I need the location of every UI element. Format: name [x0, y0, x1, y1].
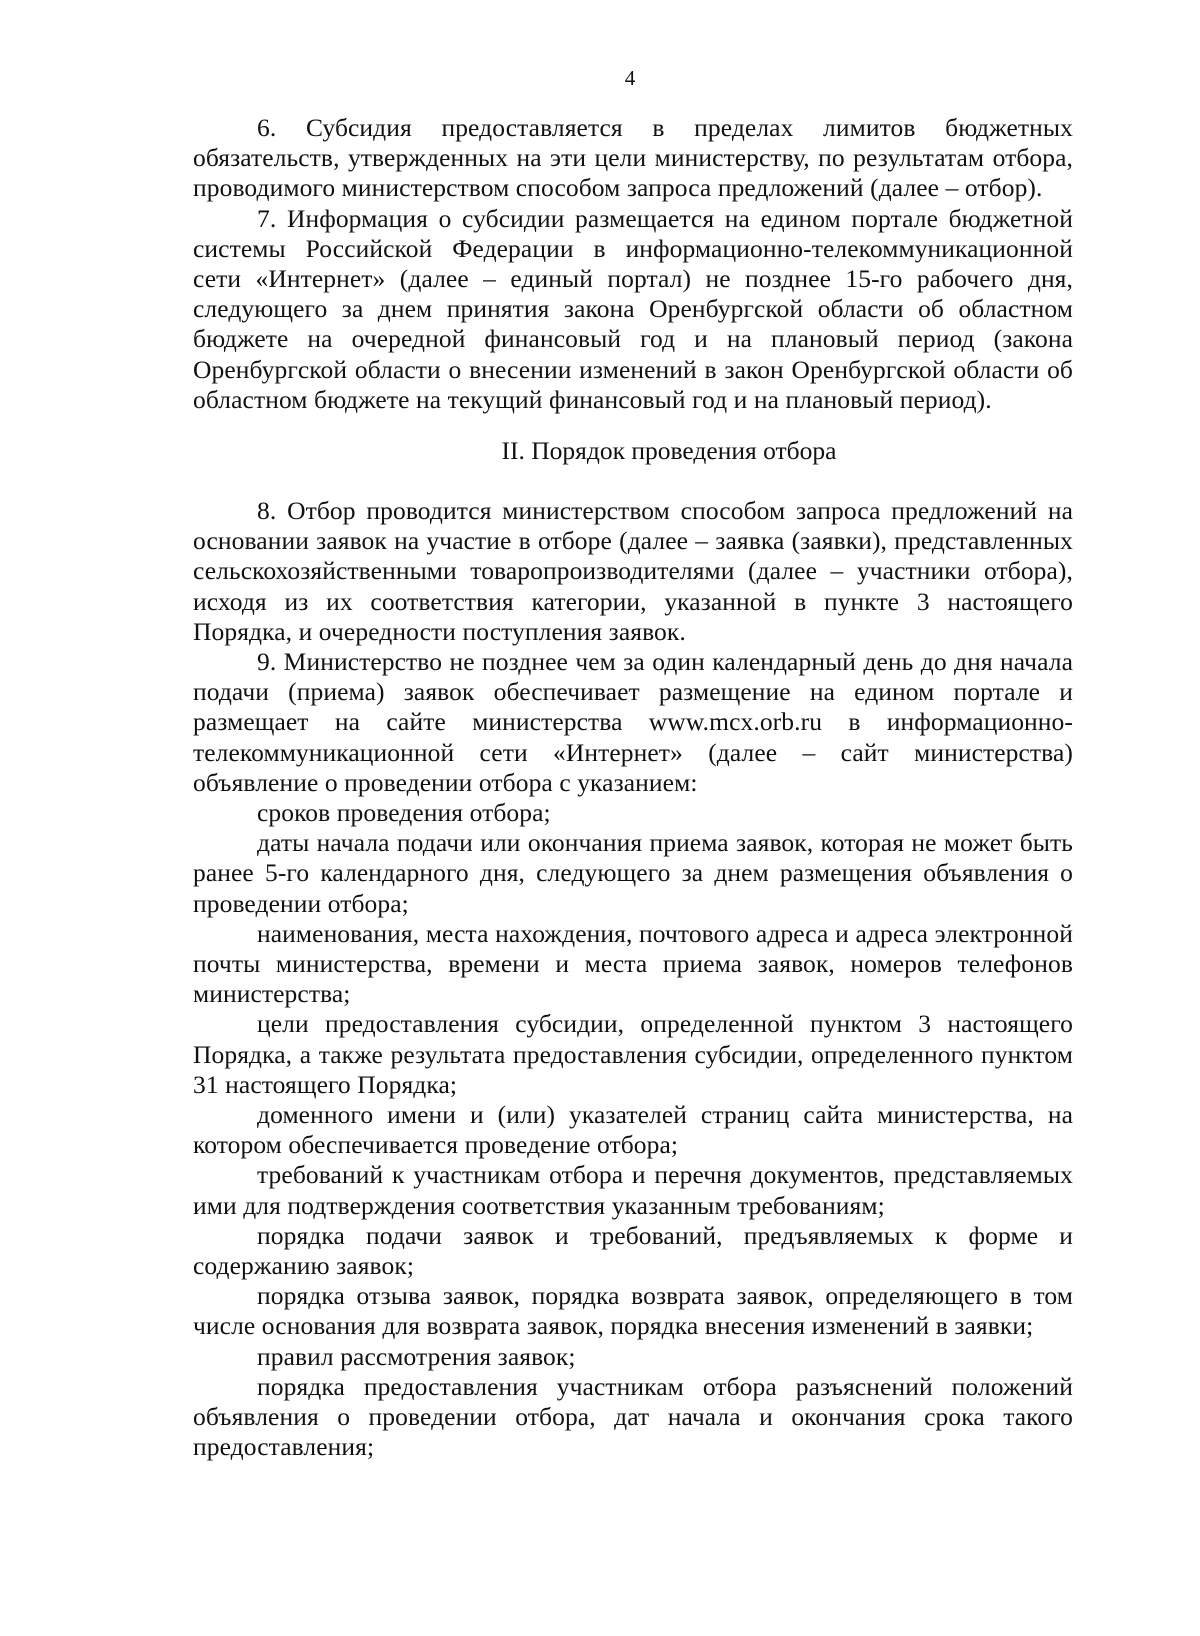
section-heading [193, 436, 1073, 466]
top-text-block [193, 113, 1073, 415]
list-item: порядка предоставления участникам отбора разъяснений положений объявления о проведении отбора, дат начала и окончания срока такого предоставления; [193, 1371, 1073, 1462]
section-text-block [193, 496, 1073, 1463]
list-item: порядка отзыва заявок, порядка возврата заявок, определяющего в том числе основания для возврата заявок, порядка внесения изменений в заявки; [193, 1281, 1073, 1341]
list-item: порядка подачи заявок и требований, предъявляемых к форме и содержанию заявок; [193, 1220, 1073, 1281]
paragraph-9: 9. Министерство не позднее чем за один календарный день до дня начала подачи (приема) заявок обеспечивает размещение на едином портале и размещает на сайте министерства www.mcx.orb.ru в информационно-телекоммуникационной сети «Интернет» (далее – сайт министерства) объявление о проведении отбора с указанием: [193, 647, 1073, 797]
list-item: доменного имени и (или) указателей страниц сайта министерства, на котором обеспечивается проведение отбора; [193, 1100, 1073, 1160]
list-item: требований к участникам отбора и перечня документов, представляемых ими для подтверждения соответствия указанным требованиям; [193, 1160, 1073, 1220]
list-item: сроков проведения отбора; [257, 798, 551, 828]
section-heading-text: II. Порядок проведения отбора [501, 436, 837, 465]
paragraph-8: 8. Отбор проводится министерством способом запроса предложений на основании заявок на участие в отборе (далее – заявка (заявки), представленных сельскохозяйственными товаропроизводителями (далее – участники отбора), исходя из их соответствия категории, указанной в пункте 3 настоящего Порядка, и очередности поступления заявок. [193, 496, 1073, 646]
page-number: 4 [624, 66, 636, 90]
list-item: наименования, места нахождения, почтового адреса и адреса электронной почты министерства, времени и места приема заявок, номеров телефонов министерства; [193, 918, 1073, 1009]
list-item: правил рассмотрения заявок; [257, 1341, 576, 1371]
paragraph-7: 7. Информация о субсидии размещается на едином портале бюджетной системы Российской Федерации в информационно-телекоммуникационной сети «Интернет» (далее – единый портал) не позднее 15-го рабочего дня, следующего за днем принятия закона Оренбургской области об областном бюджете на очередной финансовый год и на плановый период (закона Оренбургской области о внесении изменений в закон Оренбургской области об областном бюджете на текущий финансовый год и на плановый период). [193, 203, 1073, 414]
list-item: цели предоставления субсидии, определенной пунктом 3 настоящего Порядка, а также результата предоставления субсидии, определенного пунктом 31 настоящего Порядка; [193, 1009, 1073, 1099]
paragraph-6: 6. Субсидия предоставляется в пределах лимитов бюджетных обязательств, утвержденных на эти цели министерству, по результатам отбора, проводимого министерством способом запроса предложений (далее – отбор). [193, 113, 1073, 203]
list-item: даты начала подачи или окончания приема заявок, которая не может быть ранее 5-го календарного дня, следующего за днем размещения объявления о проведении отбора; [193, 828, 1073, 918]
